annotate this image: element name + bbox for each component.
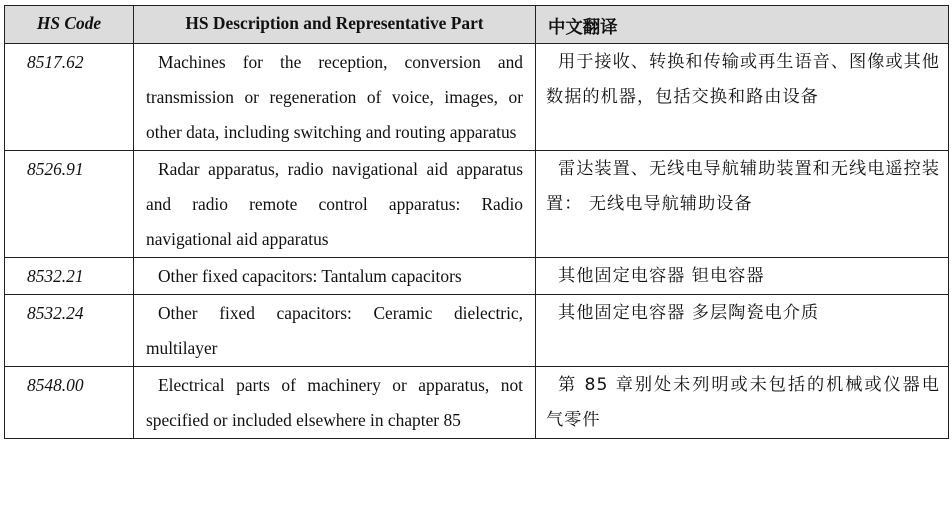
hs-code-table	[4, 5, 949, 439]
header-description: HS Description and Representative Part	[134, 6, 536, 44]
description-cell	[134, 295, 536, 367]
table-row	[5, 367, 949, 439]
description-text: Radar apparatus, radio navigational aid apparatus and radio remote control apparatus: Radio navigational aid apparatus	[146, 159, 523, 249]
hs-code-cell: 8517.62	[5, 44, 134, 151]
description-cell	[134, 44, 536, 151]
chinese-text: 用于接收、转换和传输或再生语音、图像或其他数据的机器，包括交换和路由设备	[546, 52, 940, 107]
table-row	[5, 295, 949, 367]
chinese-cell	[536, 295, 949, 367]
hs-code-cell: 8548.00	[5, 367, 134, 439]
header-hs-code: HS Code	[5, 6, 134, 44]
header-chinese-translation: 中文翻译	[536, 6, 949, 44]
hs-code-cell: 8532.21	[5, 258, 134, 295]
table-row	[5, 44, 949, 151]
description-cell	[134, 367, 536, 439]
chinese-text: 雷达装置、无线电导航辅助装置和无线电遥控装置： 无线电导航辅助设备	[546, 159, 940, 214]
hs-code-cell: 8532.24	[5, 295, 134, 367]
chinese-text: 其他固定电容器 钽电容器	[558, 266, 765, 286]
chinese-cell	[536, 258, 949, 295]
chinese-cell	[536, 367, 949, 439]
description-text: Other fixed capacitors: Ceramic dielectric, multilayer	[146, 303, 523, 358]
description-text: Electrical parts of machinery or apparatus, not specified or included elsewhere in chapter 85	[146, 375, 523, 430]
description-cell	[134, 258, 536, 295]
chinese-cell	[536, 44, 949, 151]
description-text: Other fixed capacitors: Tantalum capacitors	[158, 266, 462, 286]
chinese-text: 其他固定电容器 多层陶瓷电介质	[558, 303, 820, 323]
chinese-cell	[536, 151, 949, 258]
description-cell	[134, 151, 536, 258]
chinese-text: 第 85 章别处未列明或未包括的机械或仪器电气零件	[546, 375, 940, 430]
description-text: Machines for the reception, conversion and transmission or regeneration of voice, images, or other data, including switching and routing apparatus	[146, 52, 523, 142]
table-row	[5, 258, 949, 295]
table-header-row	[5, 6, 949, 44]
table-row	[5, 151, 949, 258]
hs-code-cell: 8526.91	[5, 151, 134, 258]
